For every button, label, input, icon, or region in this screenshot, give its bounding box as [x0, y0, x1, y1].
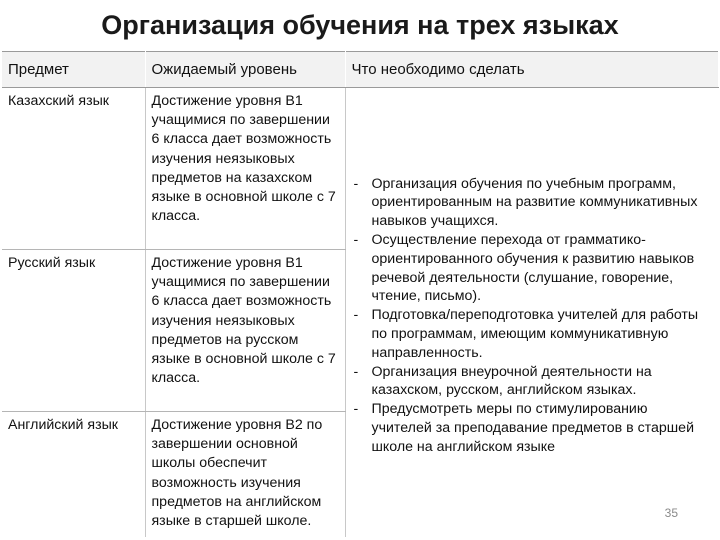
- level-cell: Достижение уровня В2 по завершении основной школы обеспечит возможность изучения предметов на английском языке в старшей школе.: [145, 412, 345, 538]
- slide-title: Организация обучения на трех языках: [101, 10, 619, 40]
- action-text: Подготовка/переподготовка учителей для работы по программам, имеющим коммуникативную направленность.: [371, 307, 699, 361]
- table-header-row: [2, 52, 718, 88]
- list-item: [354, 231, 711, 306]
- action-text: Организация внеурочной деятельности на казахском, русском, английском языках.: [371, 363, 652, 399]
- bullet-dash: -: [353, 232, 359, 249]
- subject-cell: Казахский язык: [2, 88, 145, 250]
- list-item: [354, 306, 711, 362]
- action-text: Предусмотреть меры по стимулированию учителей за преподавание предметов в старшей школе на английском языке: [371, 401, 694, 455]
- subject-cell: Английский язык: [2, 412, 145, 538]
- level-cell: Достижение уровня В1 учащимися по завершении 6 класса дает возможность изучения неязыковых предметов на русском языке в основной школе с 7 класса.: [145, 250, 345, 412]
- page-number: 35: [664, 506, 678, 520]
- subject-cell: Русский язык: [2, 250, 145, 412]
- actions-cell: [345, 88, 718, 538]
- header-level: Ожидаемый уровень: [145, 52, 345, 88]
- list-item: [354, 363, 711, 401]
- bullet-dash: -: [353, 175, 359, 192]
- bullet-dash: -: [353, 363, 359, 380]
- bullet-dash: -: [353, 401, 359, 418]
- table-row: [2, 88, 718, 250]
- list-item: [354, 400, 711, 456]
- header-actions: Что необходимо сделать: [345, 52, 718, 88]
- languages-table: [2, 51, 719, 537]
- header-subject: Предмет: [2, 52, 145, 88]
- action-text: Осуществление перехода от грамматико-ориентированного обучения к развитию навыков речевой деятельности (слушание, говорение, чтение, письмо).: [371, 232, 695, 305]
- actions-list: [354, 175, 711, 457]
- level-cell: Достижение уровня В1 учащимися по завершении 6 класса дает возможность изучения неязыковых предметов на казахском языке в основной школе с 7 класса.: [145, 88, 345, 250]
- action-text: Организация обучения по учебным программ, ориентированным на развитие коммуникативных навыков учащихся.: [371, 175, 698, 230]
- bullet-dash: -: [353, 307, 359, 324]
- list-item: [354, 175, 711, 231]
